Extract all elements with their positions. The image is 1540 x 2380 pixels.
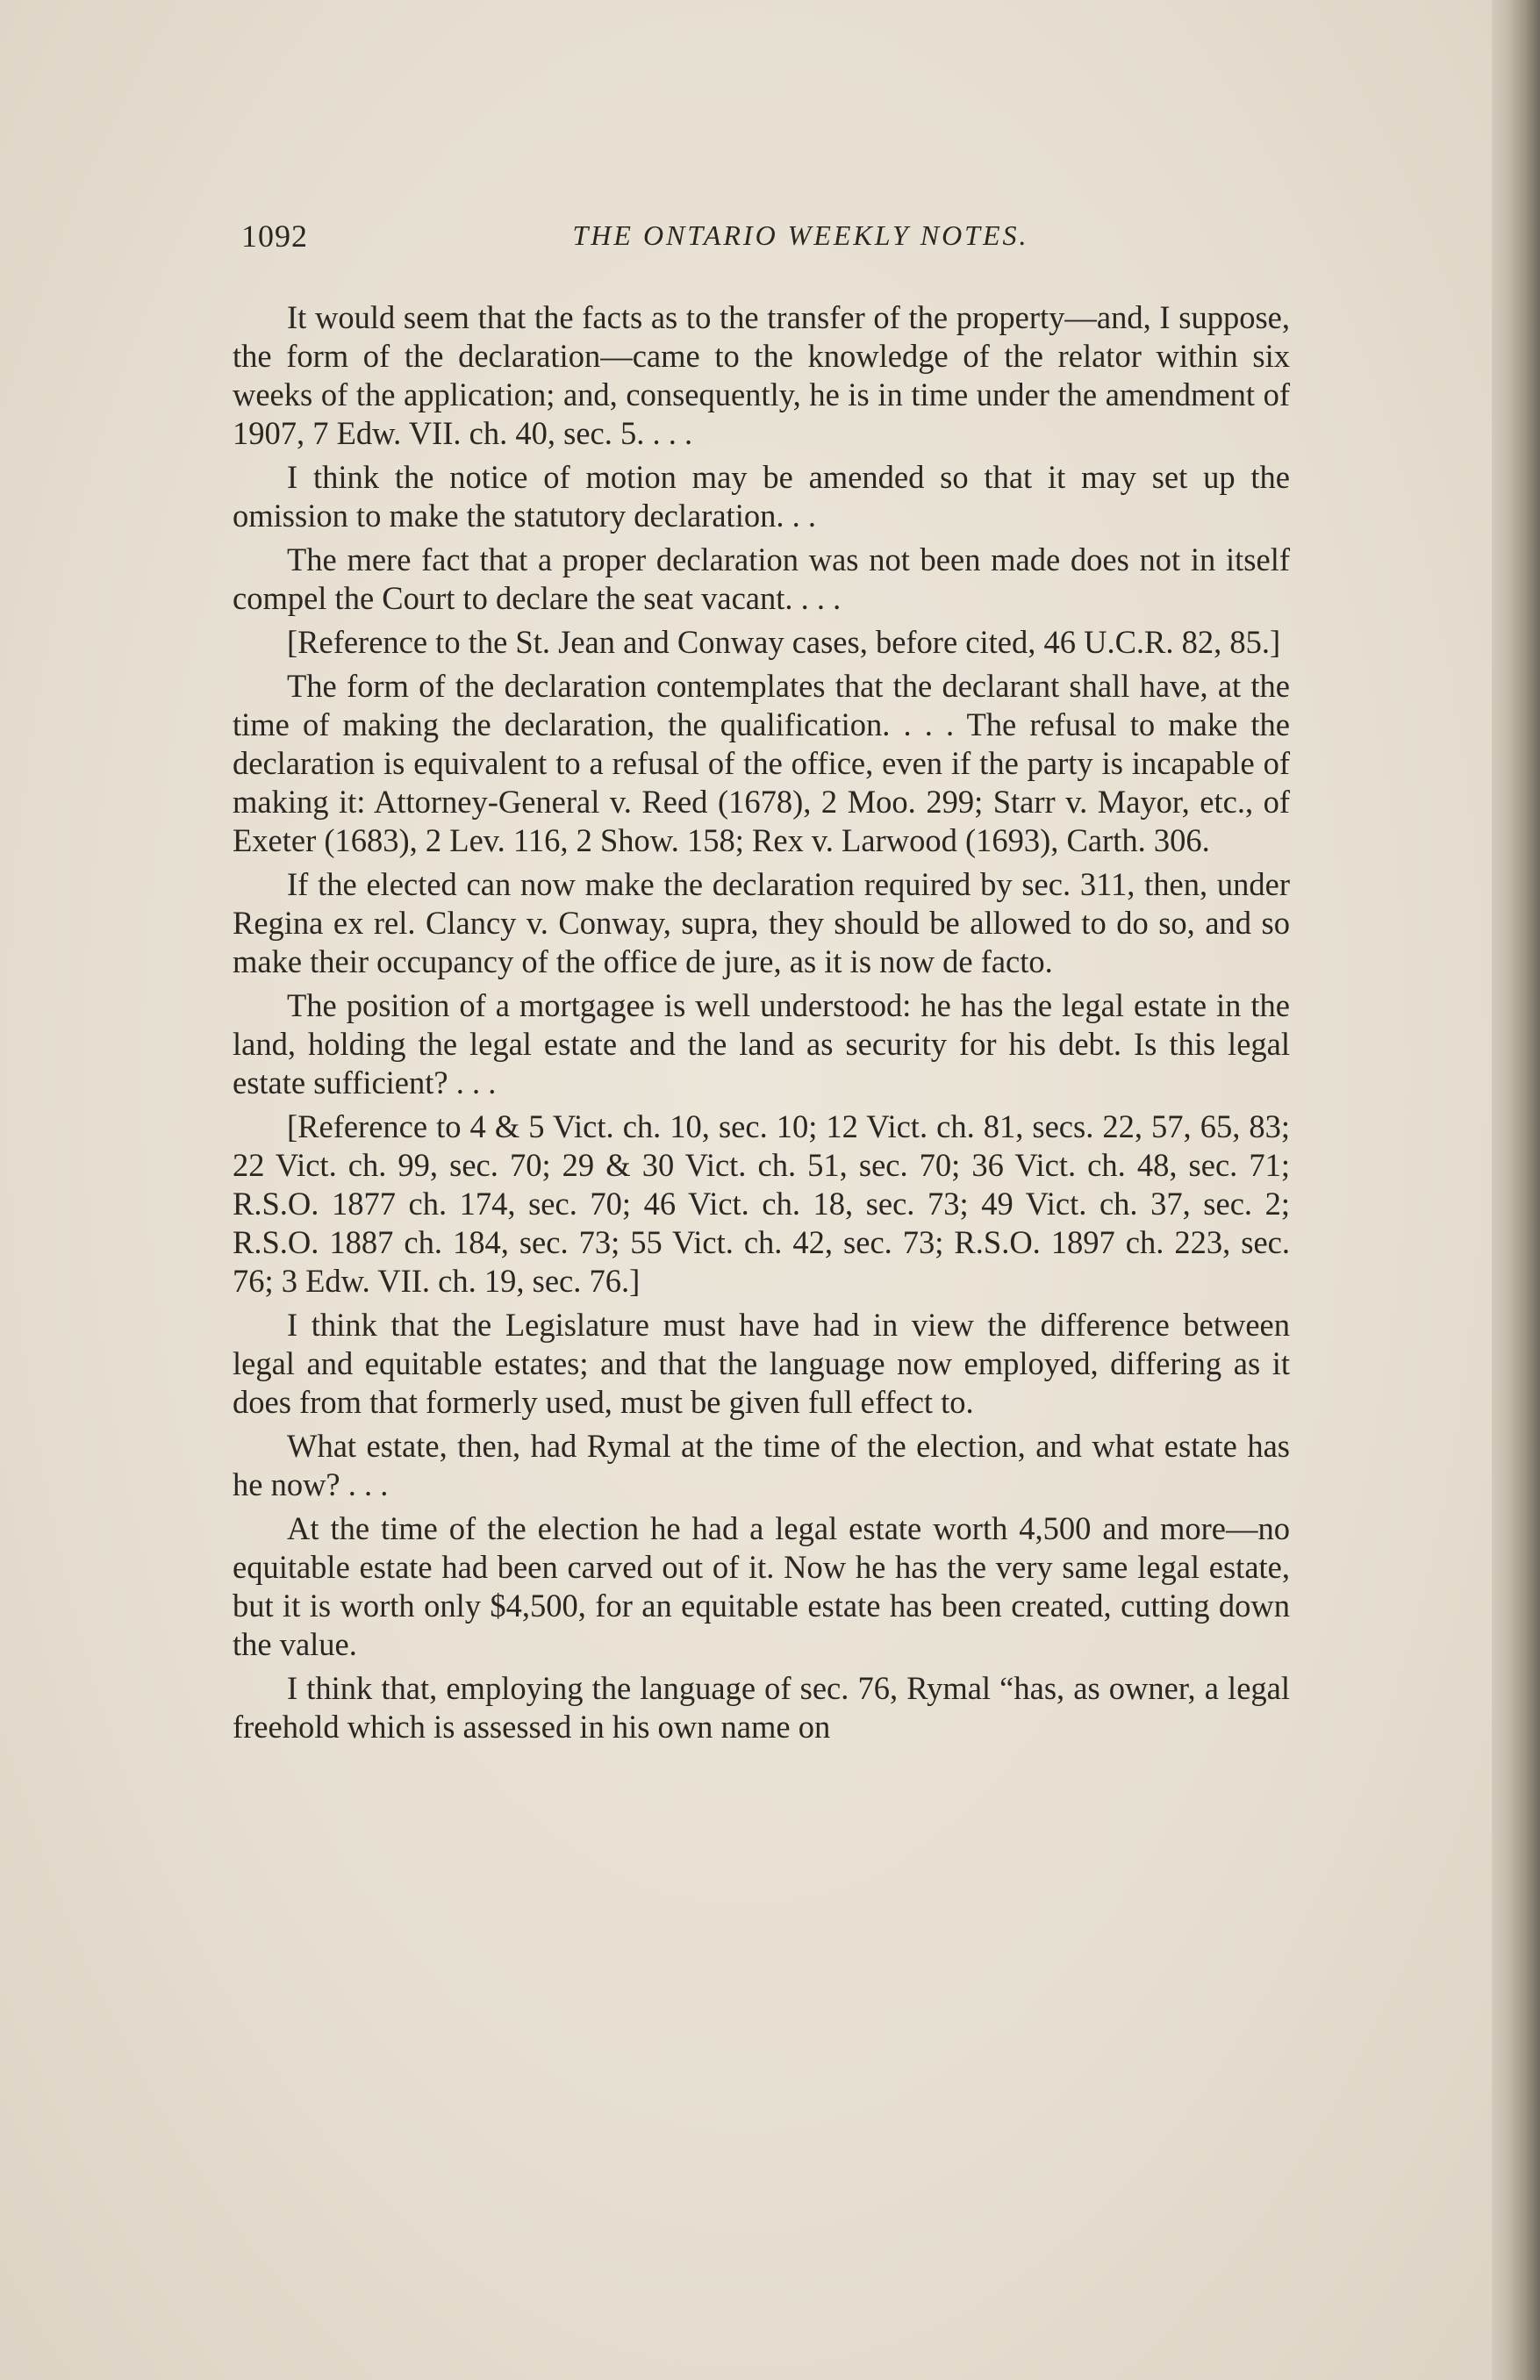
running-head [233,211,1290,263]
paragraph: I think the notice of motion may be amended so that it may set up the omission to make the statutory declaration. . . [233,459,1290,534]
paragraph: The form of the declaration contemplates that the declarant shall have, at the time of making the declaration, the qualification. . . . The refusal to make the declaration is equivalent to a refusal of the office, even if the party is incapable of making it: Attorney-General v. Reed (1678), 2 Moo. 299; Starr v. Mayor, etc., of Exeter (1683), 2 Lev. 116, 2 Show. 158; Rex v. Larwood (1693), Carth. 306. [233,668,1290,858]
paragraph: [Reference to the St. Jean and Conway cases, before cited, 46 U.C.R. 82, 85.] [287,624,1281,660]
page-content [233,211,1290,1752]
paragraph: The mere fact that a proper declaration was not been made does not in itself compel the Court to declare the seat vacant. . . . [233,541,1290,616]
paragraph: At the time of the election he had a legal estate worth 4,500 and more—no equitable estate had been carved out of it. Now he has the very same legal estate, but it is worth only $4,500, for an equitable estate has been created, cutting down the value. [233,1510,1290,1662]
paragraph: I think that, employing the language of sec. 76, Rymal “has, as owner, a legal freehold which is assessed in his own name on [233,1670,1290,1745]
paragraph: [Reference to 4 & 5 Vict. ch. 10, sec. 10; 12 Vict. ch. 81, secs. 22, 57, 65, 83; 22 Vict. ch. 99, sec. 70; 29 & 30 Vict. ch. 51, sec. 70; 36 Vict. ch. 48, sec. 71; R.S.O. 1877 ch. 174, sec. 70; 46 Vict. ch. 18, sec. 73; 49 Vict. ch. 37, sec. 2; R.S.O. 1887 ch. 184, sec. 73; 55 Vict. ch. 42, sec. 73; R.S.O. 1897 ch. 223, sec. 76; 3 Edw. VII. ch. 19, sec. 76.] [233,1108,1290,1299]
paragraph: It would seem that the facts as to the transfer of the property—and, I suppose, the form of the declaration—came to the knowledge of the relator within six weeks of the application; and, consequently, he is in time under the amendment of 1907, 7 Edw. VII. ch. 40, sec. 5. . . . [233,299,1290,451]
journal-title: THE ONTARIO WEEKLY NOTES. [572,219,1029,251]
paragraph: If the elected can now make the declaration required by sec. 311, then, under Regina ex rel. Clancy v. Conway, supra, they should be allowed to do so, and so make their occupancy of the office de jure, as it is now de facto. [233,866,1290,979]
page-number: 1092 [241,219,308,254]
page-edge-shadow [1492,0,1540,2380]
paragraph: What estate, then, had Rymal at the time of the election, and what estate has he now? . . . [233,1428,1290,1502]
paragraph: I think that the Legislature must have had in view the difference between legal and equitable estates; and that the language now employed, differing as it does from that formerly used, must be given full effect to. [233,1307,1290,1420]
paragraph: The position of a mortgagee is well understood: he has the legal estate in the land, holding the legal estate and the land as security for his debt. Is this legal estate sufficient? . . . [233,987,1290,1100]
